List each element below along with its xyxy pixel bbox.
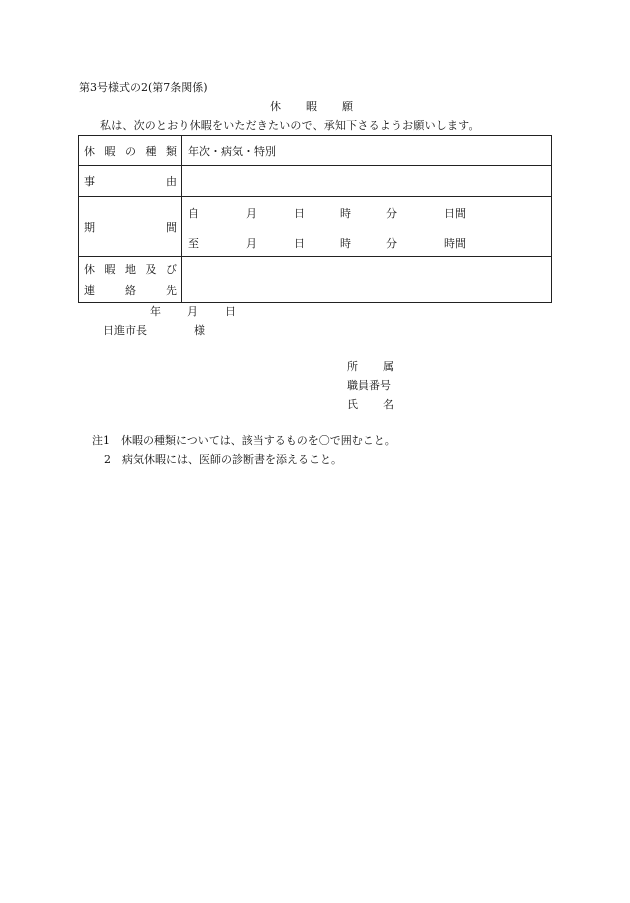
period-to-hour: 時 [340,236,351,250]
employee-number-label: 職員番号 [347,379,391,392]
label-char: 氏 [347,398,358,411]
addressee-honorific: 様 [194,324,205,337]
note-1: 注1 休暇の種類については、該当するものを〇で囲むこと。 [92,434,396,447]
period-to-minute: 分 [386,236,397,250]
period-from-day: 日 [294,206,305,220]
reason-field[interactable] [182,166,552,197]
label-char: 由 [166,175,177,188]
affiliation-label [347,361,394,372]
label-char: び [166,263,177,276]
period-field[interactable] [182,197,552,257]
label-char: 地 [125,263,136,276]
title-char: 暇 [306,100,317,113]
period-from-month: 月 [246,206,257,220]
title-char: 願 [342,100,353,113]
period-from-minute: 分 [386,206,397,220]
period-to-day: 日 [294,236,305,250]
label-char: 名 [383,398,394,411]
label-char: 種 [145,144,157,158]
label-char: 及 [145,263,157,276]
label-char: 間 [166,220,177,234]
document-title [270,101,353,112]
period-label [79,197,182,257]
note-2: 2 病気休暇には、医師の診断書を添えること。 [104,453,342,466]
addressee-name: 日進市長 [103,324,147,337]
period-from-line [188,205,551,219]
label-char: 連 [84,284,95,297]
row-reason [79,166,552,197]
label-char: の [125,144,136,158]
label-char: 暇 [104,263,116,276]
date-year: 年 [150,305,161,318]
label-char: 休 [84,144,95,158]
date-month: 月 [187,305,198,318]
intro-text: 私は、次のとおり休暇をいただきたいので、承知下さるようお願いします。 [100,119,480,132]
date-line [150,306,236,317]
row-leave-place [79,257,552,303]
date-day: 日 [225,305,236,318]
leave-type-value[interactable]: 年次・病気・特別 [182,136,552,166]
label-char: 先 [166,284,177,297]
label-char: 休 [84,263,95,276]
name-label [347,399,394,410]
leave-request-table [78,135,552,303]
period-to-start: 至 [188,236,199,250]
period-hours-unit: 時間 [444,236,466,250]
label-char: 事 [84,175,95,188]
label-char: 所 [347,360,358,373]
row-leave-type [79,136,552,166]
form-number: 第3号様式の2(第7条関係) [79,81,208,94]
label-char: 絡 [125,284,136,297]
period-to-month: 月 [246,236,257,250]
leave-type-label [79,136,182,166]
label-char: 類 [166,144,177,158]
title-char: 休 [270,100,281,113]
period-to-line [188,235,551,249]
row-period [79,197,552,257]
reason-label [79,166,182,197]
period-days-unit: 日間 [444,206,466,220]
label-char: 期 [84,220,95,234]
label-char: 属 [383,360,394,373]
addressee-line [103,325,205,336]
period-from-start: 自 [188,206,199,220]
leave-place-label [79,257,182,303]
period-from-hour: 時 [340,206,351,220]
leave-place-field[interactable] [182,257,552,303]
label-char: 暇 [104,144,116,158]
